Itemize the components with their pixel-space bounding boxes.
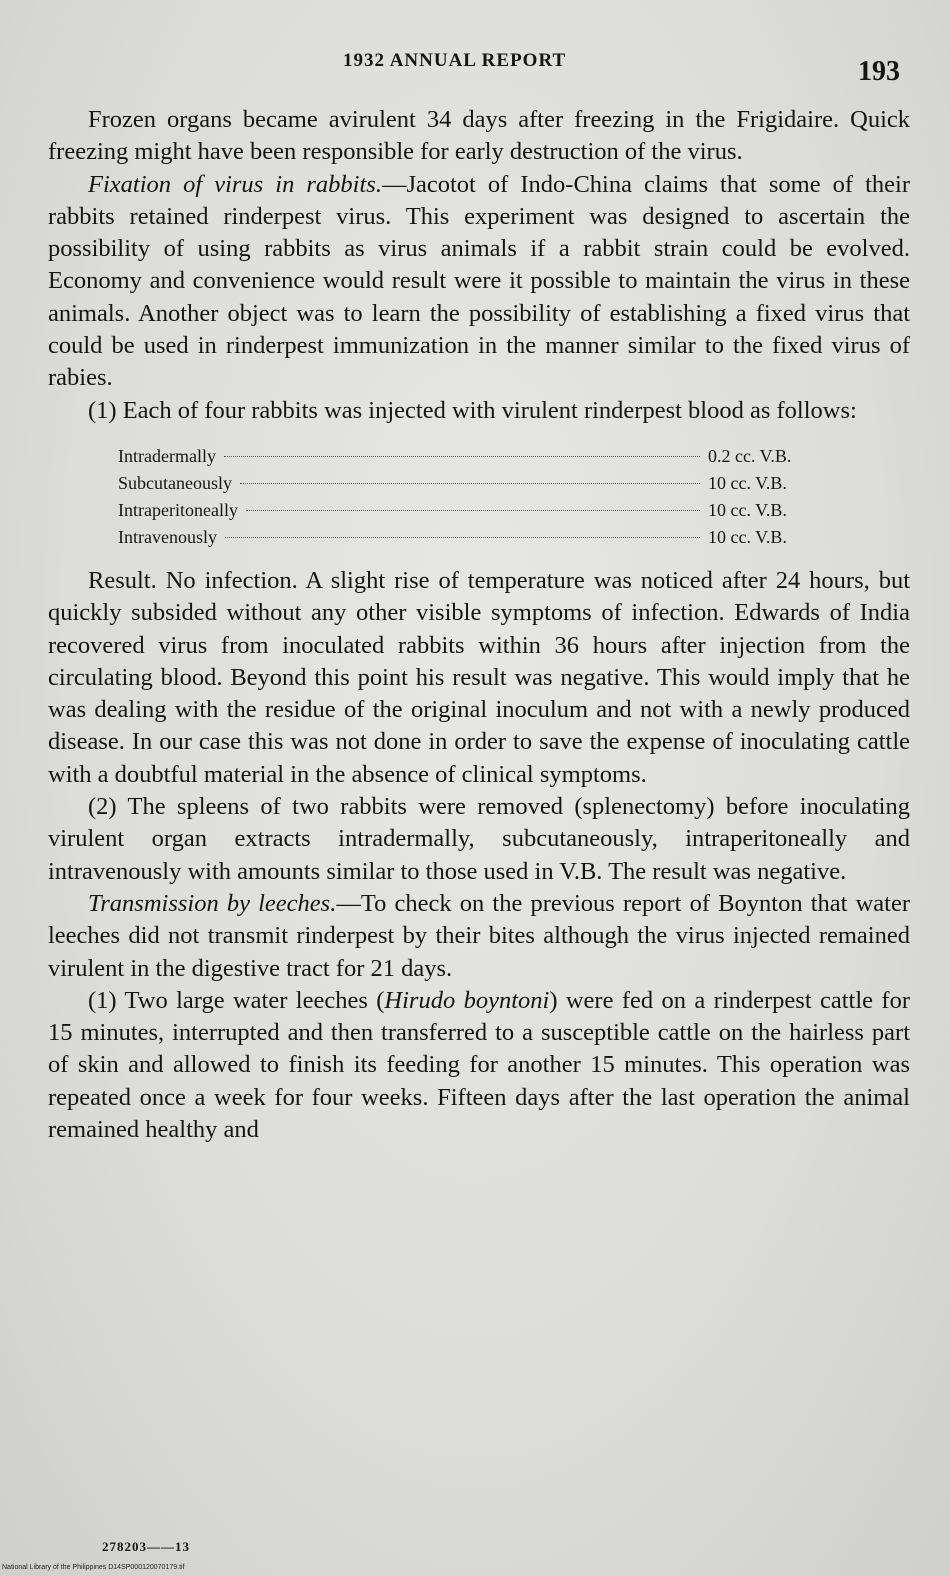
table-row xyxy=(118,524,838,551)
paragraph-fixation-text: —Jacotot of Indo-China claims that some of their rabbits retained rinderpest virus. This experiment was designed to ascertain the possibility of using rabbits as virus animals if a rabbit strain could be evolved. Economy and convenience would result were it possible to maintain the virus in these animals. Another object was to learn the possibility of establishing a fixed virus that could be used in rinderpest immunization in the manner similar to the fixed virus of rabies. xyxy=(48,170,911,392)
dot-leader xyxy=(225,537,700,538)
page-number: 193 xyxy=(858,56,900,87)
table-row xyxy=(118,497,838,524)
injection-dose: 0.2 cc. V.B. xyxy=(708,445,792,466)
section-heading-leeches: Transmission by leeches. xyxy=(88,889,337,917)
injection-route: Subcutaneously xyxy=(118,472,232,493)
paragraph-frozen-organs: Frozen organs became avirulent 34 days after freezing in the Frigidaire. Quick freezing might have been responsible for early destruction of the virus. xyxy=(48,106,910,166)
dot-leader xyxy=(224,456,700,457)
table-row xyxy=(118,470,838,497)
injection-dose: 10 cc. V.B. xyxy=(708,472,787,493)
body-text xyxy=(48,104,910,1146)
species-name: Hirudo boyntoni xyxy=(384,986,550,1014)
paragraph-result: Result. No infection. A slight rise of temperature was noticed after 24 hours, but quickly subsided without any other visible symptoms of infection. Edwards of India recovered virus from inoculated rabbits within 36 hours after injection from the circulating blood. Beyond this point his result was negative. This would imply that he was dealing with the residue of the original inoculum and not with a newly produced disease. In our case this was not done in order to save the expense of inoculating cattle with a doubtful material in the absence of clinical symptoms. xyxy=(48,566,910,788)
paragraph-leeches-text: —To check on the previous report of Boynton that water leeches did not transmit rinderpest by their bites although the virus injected remained virulent in the digestive tract for 21 days. xyxy=(48,889,910,982)
library-imprint: National Library of the Philippines D14SP000120070179.tif xyxy=(2,1564,185,1571)
section-heading-fixation: Fixation of virus in rabbits. xyxy=(88,170,382,198)
paragraph-leech-experiment xyxy=(48,985,910,1146)
dot-leader xyxy=(246,510,700,511)
paragraph-fixation-of-virus xyxy=(48,169,910,395)
injection-route: Intraperitoneally xyxy=(118,499,238,520)
injection-route: Intravenously xyxy=(118,526,217,547)
paragraph-splenectomy: (2) The spleens of two rabbits were removed (splenectomy) before inoculating virulent organ extracts intradermally, subcutaneously, intraperitoneally and intravenously with amounts similar to those used in V.B. The result was negative. xyxy=(48,793,910,885)
signature-mark: 278203——13 xyxy=(102,1539,190,1554)
paragraph-leeches xyxy=(48,888,910,985)
table-row xyxy=(118,443,838,470)
leech-text-start: (1) Two large water leeches ( xyxy=(88,986,385,1014)
running-head xyxy=(0,46,950,86)
dot-leader xyxy=(240,483,700,484)
injection-dose: 10 cc. V.B. xyxy=(708,526,787,547)
paragraph-rabbit-injection: (1) Each of four rabbits was injected with virulent rinderpest blood as follows: xyxy=(88,396,857,424)
injection-table xyxy=(118,443,838,551)
injection-dose: 10 cc. V.B. xyxy=(708,499,787,520)
leech-text-end: ) were fed on a rinderpest cattle for 15 minutes, interrupted and then transferred to a susceptible cattle on the hairless part of skin and allowed to finish its feeding for another 15 minutes. This operation was repeated once a week for four weeks. Fifteen days after the last operation the animal remained healthy and xyxy=(48,986,910,1144)
injection-route: Intradermally xyxy=(118,445,216,466)
report-title: 1932 ANNUAL REPORT xyxy=(343,50,567,71)
